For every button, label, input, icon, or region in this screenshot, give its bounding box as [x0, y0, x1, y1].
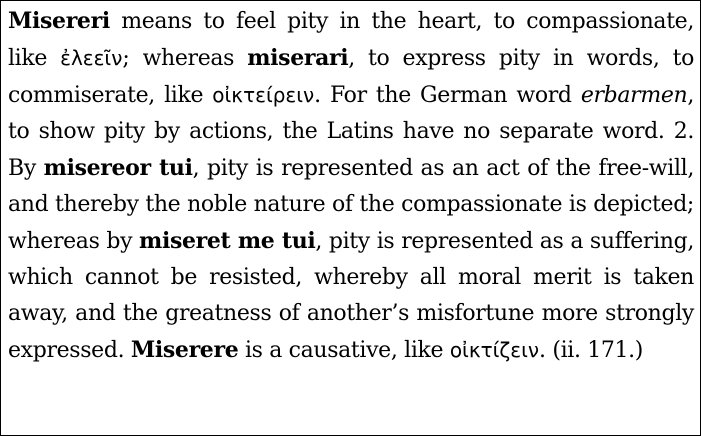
- text-segment: is a causative, like: [238, 338, 450, 363]
- greek-word-eleein: ἐλεεῖν: [60, 46, 123, 70]
- text-segment: , to express pity in words, to commiserate, like: [8, 46, 694, 108]
- term-misereri: Misereri: [8, 8, 110, 34]
- synonym-entry-paragraph: [8, 3, 694, 369]
- text-segment: means to feel pity in the heart, to compassionate, like: [8, 9, 694, 71]
- text-segment: ; whereas: [122, 46, 248, 71]
- greek-word-oikteirein: οἰκτείρειν: [212, 83, 315, 107]
- text-segment: , pity is represented as a suffering, which cannot be resisted, whereby all moral merit is taken away, and the greatness of another’s misfortune more strongly expressed.: [8, 229, 694, 363]
- text-segment: , pity is represented as an act of the free-will, and thereby the noble nature of the compassionate is depicted; whereas by: [8, 156, 694, 254]
- term-miserari: miserari: [247, 45, 349, 71]
- term-miserere: Miserere: [130, 337, 239, 363]
- greek-word-oiktizein: οἰκτίζειν: [449, 338, 540, 362]
- text-segment: . For the German word: [314, 83, 581, 108]
- term-misereor-tui: misereor tui: [43, 155, 193, 181]
- text-segment: , to show pity by actions, the Latins have no separate word. 2. By: [8, 83, 695, 181]
- term-miseret-me-tui: miseret me tui: [139, 228, 316, 254]
- term-erbarmen: erbarmen: [580, 83, 688, 108]
- citation-text: . (ii. 171.): [539, 338, 644, 363]
